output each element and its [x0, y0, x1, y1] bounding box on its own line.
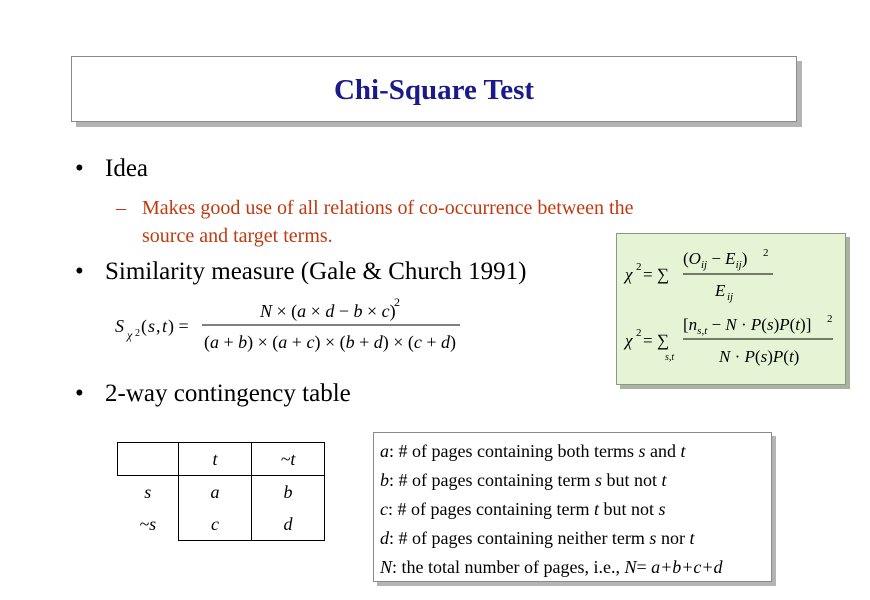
table-cell: s: [118, 476, 179, 509]
svg-text:2: 2: [135, 328, 140, 339]
svg-text:[ns,t − N · P(s)P(t)]: $[n_{s,t} - N \cdot P(s)P(t)]$: [683, 315, 812, 337]
bullet-dot-icon: •: [75, 380, 84, 407]
definition-b: b: # of pages containing term s but not t: [380, 470, 667, 490]
svg-text:s,t: s,t: [665, 352, 675, 363]
svg-text:(: (: [141, 316, 147, 336]
table-cell: d: [252, 508, 325, 541]
bullet-dot-icon: •: [75, 258, 84, 285]
bullet-idea: [75, 155, 148, 183]
svg-text:N · P(s)P(t): N · P(s)P(t): [719, 347, 800, 366]
svg-text:s: s: [148, 316, 156, 336]
svg-text:t: t: [162, 316, 168, 336]
table-cell: [118, 443, 179, 476]
svg-text:(Oij − Eij): $(O_{ij} - E_{ij})$: [683, 249, 748, 271]
definition-a: a: # of pages containing both terms s and t: [380, 441, 686, 461]
definitions-box: [373, 432, 772, 582]
bullet-similarity: [75, 258, 526, 286]
sub-bullet: [116, 194, 633, 250]
chi-square-formula-box: [616, 233, 846, 385]
svg-text:ij: ij: [727, 291, 734, 303]
table-cell: ~s: [139, 513, 157, 534]
table-cell: t: [179, 443, 252, 476]
sub-bullet-line2: source and target terms.: [142, 225, 333, 247]
bullet-text: 2-way contingency table: [105, 380, 351, 407]
svg-text:= ∑: = ∑: [643, 331, 669, 350]
title-box: [71, 56, 797, 122]
svg-text:S: S: [115, 316, 124, 336]
svg-text:χ: χ: [625, 265, 633, 284]
table-row: [118, 443, 325, 476]
definition-n: N: the total number of pages, i.e., N= a+b+c+d: [380, 557, 723, 577]
svg-text:2: 2: [827, 313, 833, 325]
svg-text:) =: ) =: [168, 316, 189, 336]
bullet-contingency: [75, 380, 351, 408]
table-cell: b: [252, 476, 325, 509]
table-cell: c: [179, 508, 252, 541]
svg-text:(a + b) × (a + c) × (b + d) ×: (a + b) × (a + c) × (b + d) × (c + d): [204, 332, 457, 352]
svg-text:2: 2: [394, 295, 400, 309]
table-row: [118, 508, 325, 541]
svg-text:2: 2: [636, 261, 642, 273]
svg-text:N × (a × d − b × c): N × (a × d − b × c): [260, 301, 396, 321]
svg-text:,: ,: [156, 316, 161, 336]
slide-title: Chi-Square Test: [333, 74, 535, 106]
contingency-table: [117, 442, 325, 541]
svg-text:E: E: [715, 281, 726, 300]
table-cell: a: [179, 476, 252, 509]
sub-bullet-line1: Makes good use of all relations of co-occurrence between the: [142, 197, 634, 219]
definition-d: d: # of pages containing neither term s nor t: [380, 528, 695, 548]
bullet-dot-icon: •: [75, 155, 84, 182]
svg-text:χ: χ: [625, 331, 633, 350]
chi-square-formulas: [617, 234, 845, 384]
definition-c: c: # of pages containing term t but not s: [380, 499, 666, 519]
svg-text:2: 2: [763, 247, 769, 259]
similarity-formula: [110, 292, 470, 358]
bullet-text: Similarity measure (Gale & Church 1991): [105, 258, 527, 285]
bullet-text: Idea: [105, 155, 149, 182]
dash-icon: –: [116, 197, 126, 219]
svg-text:= ∑: = ∑: [643, 265, 669, 284]
svg-text:2: 2: [636, 327, 642, 339]
table-cell: ~t: [252, 443, 325, 476]
svg-text:χ: χ: [127, 328, 133, 342]
table-row: [118, 476, 325, 509]
